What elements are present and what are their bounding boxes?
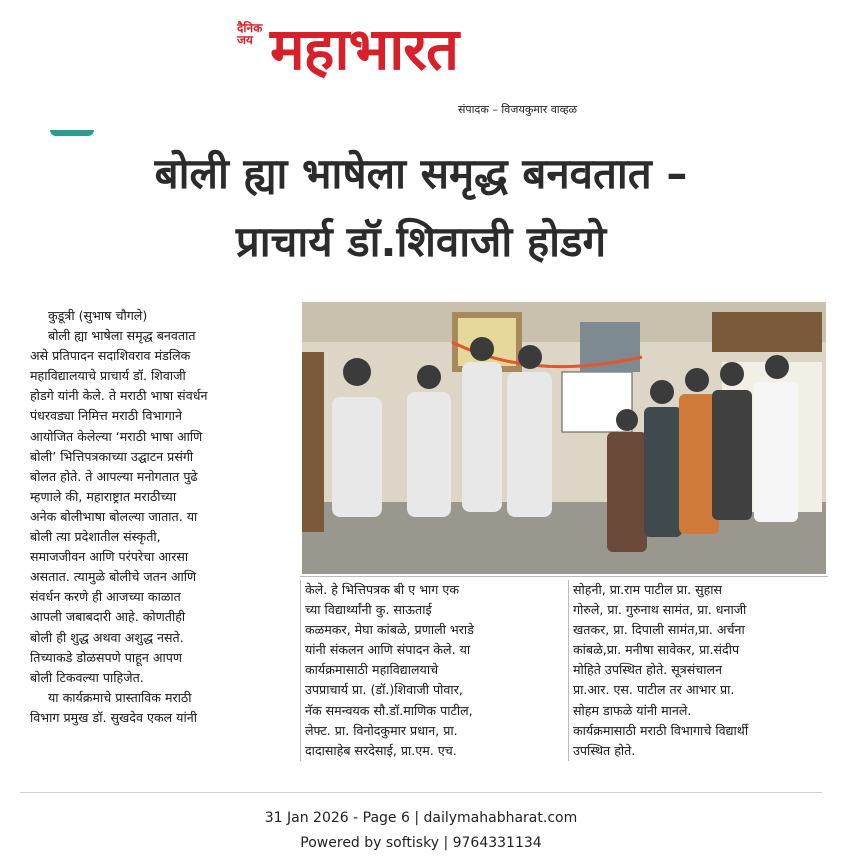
article-line: आपली जबाबदारी आहे. कोणतीही [30,609,186,625]
article-line: असतात. त्यामुळे बोलीचे जतन आणि [30,569,197,585]
article-line: तिच्याकडे डोळसपणे पाहून आपण [30,649,182,665]
footer-date-page: 31 Jan 2026 - Page 6 | dailymahabharat.com [264,810,578,826]
headline [20,140,822,276]
article-line: प्रा.आर. एस. पाटील तर आभार प्रा. [573,682,735,698]
article-line: असे प्रतिपादन सदाशिवराव मंडलिक [30,348,191,364]
decorative-accent [50,130,94,136]
article-line: बोली टिकवल्या पाहिजेत. [30,669,144,685]
article-line: सोहनी, प्रा.राम पाटील प्रा. सुहास [573,582,723,597]
article-line: सोहम डाफळे यांनी मानले. [573,702,692,718]
footer-powered-by: Powered by softisky | 9764331134 [300,835,542,851]
article-line: कळमकर, मेघा कांबळे, प्रणाली भराडे [305,622,474,638]
article-line: अनेक बोलीभाषा बोलल्या जातात. या [30,508,198,524]
article-line: समाजजीवन आणि परंपरेचा आरसा [30,549,189,565]
column-divider [300,576,828,577]
article-line: कांबळे,प्रा. मनीषा सावेकर, प्रा.संदीप [573,642,740,658]
article-line: कार्यक्रमासाठी महाविद्यालयाचे [305,662,439,678]
article-line: गोरुले, प्रा. गुरुनाथ सामंत, प्रा. धनाजी [573,602,747,618]
article-line: मोहिते उपस्थित होते. सूत्रसंचालन [573,662,723,678]
headline-line-1: बोली ह्या भाषेला समृद्ध बनवतात – [154,149,688,198]
article-line: विभाग प्रमुख डॉ. सुखदेव एकल यांनी [30,709,197,725]
article-line: खतकर, प्रा. दिपाली सामंत,प्रा. अर्चना [573,622,745,638]
footer-divider [20,792,822,793]
article-line: बोली ह्या भाषेला समृद्ध बनवतात [48,328,196,344]
masthead [0,0,842,128]
article-line: उपप्राचार्य प्रा. (डॉ.)शिवाजी पोवार, [305,682,463,698]
article-column-2 [300,580,556,761]
article-line: यांनी संकलन आणि संपादन केले. या [305,642,471,658]
headline-line-2: प्राचार्य डॉ.शिवाजी होडगे [235,217,607,266]
article-line: बोली त्या प्रदेशातील संस्कृती, [30,529,161,545]
masthead-small-line: जय [237,33,253,47]
editor-credit: संपादक – विजयकुमार वाव्हळ [458,103,578,116]
article-line: संवर्धन करणे ही आजच्या काळात [30,589,181,605]
article-line: नॅक समन्वयक सौ.डॉ.माणिक पाटील, [305,702,473,718]
article-line: च्या विद्यार्थ्यांनी कु. साऊताई [305,602,432,618]
article-line: महाविद्यालयाचे प्राचार्य डॉ. शिवाजी [30,368,186,384]
newspaper-logo: महाभारत [270,15,459,83]
event-photo [302,302,826,574]
article-line: कुडूत्री (सुभाष चौगले) [48,308,148,323]
article-line: कार्यक्रमासाठी मराठी विभागाचे विद्यार्थी [573,722,749,738]
article-line: बोलत होते. ते आपल्या मनोगतात पुढे [30,468,198,484]
article-line: म्हणाले की, महाराष्ट्रात मराठीच्या [30,488,177,504]
article-line: आयोजित केलेल्या ‘मराठी भाषा आणि [30,428,203,444]
article-column-1 [30,306,300,728]
article-line: बोली’ भित्तिपत्रकाच्या उद्घाटन प्रसंगी [30,448,194,464]
article-line: उपस्थित होते. [573,742,636,758]
article-line: दादासाहेब सरदेसाई, प्रा.एम. एच. [305,742,457,758]
article-line: बोली ही शुद्ध अथवा अशुद्ध नसते. [30,629,184,645]
article-column-3 [568,580,826,761]
event-photo-illustration [302,302,826,574]
article-line: केले. हे भित्तिपत्रक बी ए भाग एक [305,582,460,597]
masthead-small-line: दैनिक [237,21,263,35]
article-line: या कार्यक्रमाचे प्रास्ताविक मराठी [48,689,192,705]
article-line: होडगे यांनी केले. ते मराठी भाषा संवर्धन [30,388,208,404]
article-line: लेफ्ट. प्रा. विनोदकुमार प्रधान, प्रा. [305,722,458,738]
article-line: पंधरवड्या निमित्त मराठी विभागाने [30,408,183,424]
